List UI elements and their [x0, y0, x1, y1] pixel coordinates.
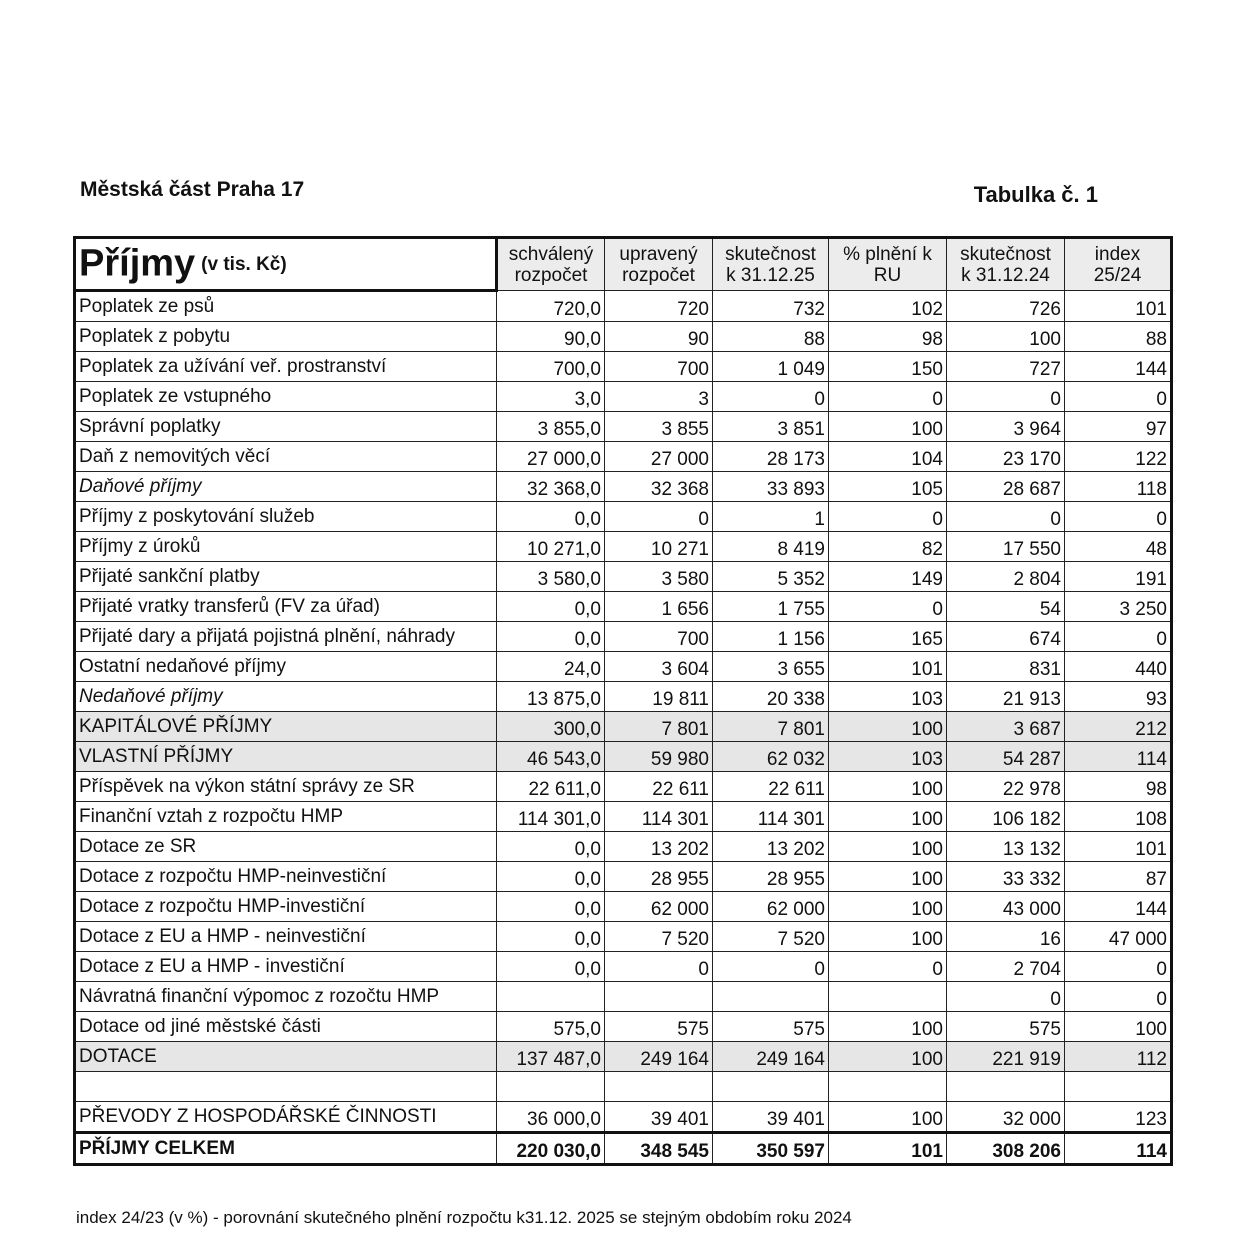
row-label: Návratná finanční výpomoc z rozočtu HMP: [75, 982, 497, 1012]
table-row: [75, 472, 1172, 502]
row-value: 3 855: [605, 412, 713, 442]
row-value: 575: [713, 1012, 829, 1042]
row-value: 100: [829, 712, 947, 742]
row-value: 0,0: [497, 502, 605, 532]
row-value: 0: [1065, 502, 1172, 532]
row-value: 13 132: [947, 832, 1065, 862]
row-value: 36 000,0: [497, 1102, 605, 1133]
row-value: 93: [1065, 682, 1172, 712]
row-label: Dotace z EU a HMP - neinvestiční: [75, 922, 497, 952]
row-value: 114: [1065, 742, 1172, 772]
row-label: Příjmy z poskytování služeb: [75, 502, 497, 532]
table-body: [75, 291, 1172, 1165]
row-value: 0,0: [497, 862, 605, 892]
row-value: 32 368: [605, 472, 713, 502]
row-value: 5 352: [713, 562, 829, 592]
row-value: 100: [829, 802, 947, 832]
row-value: 674: [947, 622, 1065, 652]
row-value: 21 913: [947, 682, 1065, 712]
table-row: [75, 682, 1172, 712]
row-value: 101: [1065, 832, 1172, 862]
row-value: 22 611: [605, 772, 713, 802]
row-label: Finanční vztah z rozpočtu HMP: [75, 802, 497, 832]
row-value: [497, 982, 605, 1012]
row-value: 3 250: [1065, 592, 1172, 622]
row-value: 23 170: [947, 442, 1065, 472]
row-value: 348 545: [605, 1133, 713, 1165]
row-value: 221 919: [947, 1042, 1065, 1072]
row-value: 1: [713, 502, 829, 532]
row-label: Daňové příjmy: [75, 472, 497, 502]
row-label: [75, 1072, 497, 1102]
table-row: [75, 592, 1172, 622]
row-value: 22 978: [947, 772, 1065, 802]
row-label: Přijaté sankční platby: [75, 562, 497, 592]
table-row: [75, 352, 1172, 382]
row-label: PŘEVODY Z HOSPODÁŘSKÉ ČINNOSTI: [75, 1102, 497, 1133]
row-value: 0: [1065, 982, 1172, 1012]
column-header-index: index 25/24: [1065, 238, 1172, 291]
row-value: 108: [1065, 802, 1172, 832]
row-value: [497, 1072, 605, 1102]
row-value: 98: [1065, 772, 1172, 802]
row-value: 114 301,0: [497, 802, 605, 832]
table-row: [75, 922, 1172, 952]
row-value: 0: [829, 382, 947, 412]
row-value: 106 182: [947, 802, 1065, 832]
row-value: 39 401: [605, 1102, 713, 1133]
row-value: 575: [947, 1012, 1065, 1042]
row-label: Přijaté vratky transferů (FV za úřad): [75, 592, 497, 622]
row-label: Dotace z rozpočtu HMP-neinvestiční: [75, 862, 497, 892]
row-value: 0,0: [497, 952, 605, 982]
row-value: 1 156: [713, 622, 829, 652]
row-value: 101: [829, 1133, 947, 1165]
table-row: [75, 322, 1172, 352]
row-value: 28 955: [605, 862, 713, 892]
row-value: 149: [829, 562, 947, 592]
row-value: [829, 982, 947, 1012]
column-header-actual-25: skutečnost k 31.12.25: [713, 238, 829, 291]
row-value: 39 401: [713, 1102, 829, 1133]
row-value: 350 597: [713, 1133, 829, 1165]
row-value: 2 804: [947, 562, 1065, 592]
row-value: 112: [1065, 1042, 1172, 1072]
table-row: [75, 712, 1172, 742]
row-value: 3 580: [605, 562, 713, 592]
row-value: 104: [829, 442, 947, 472]
row-value: 114: [1065, 1133, 1172, 1165]
row-value: 3 687: [947, 712, 1065, 742]
row-value: 1 049: [713, 352, 829, 382]
row-value: 100: [829, 1042, 947, 1072]
row-label: Přijaté dary a přijatá pojistná plnění, náhrady: [75, 622, 497, 652]
row-label: Poplatek z pobytu: [75, 322, 497, 352]
row-label: PŘÍJMY CELKEM: [75, 1133, 497, 1165]
row-value: 98: [829, 322, 947, 352]
row-value: 0,0: [497, 922, 605, 952]
row-value: 13 875,0: [497, 682, 605, 712]
row-label: Daň z nemovitých věcí: [75, 442, 497, 472]
row-value: 831: [947, 652, 1065, 682]
row-value: 7 801: [713, 712, 829, 742]
row-value: 308 206: [947, 1133, 1065, 1165]
row-value: 33 893: [713, 472, 829, 502]
row-label: Dotace od jiné městské části: [75, 1012, 497, 1042]
row-value: 100: [829, 892, 947, 922]
row-value: 27 000,0: [497, 442, 605, 472]
row-value: 46 543,0: [497, 742, 605, 772]
row-value: 19 811: [605, 682, 713, 712]
row-value: 3 655: [713, 652, 829, 682]
row-value: 27 000: [605, 442, 713, 472]
row-value: 700: [605, 622, 713, 652]
row-value: [605, 982, 713, 1012]
row-value: 726: [947, 291, 1065, 322]
row-value: 212: [1065, 712, 1172, 742]
row-value: 720: [605, 291, 713, 322]
table-row: [75, 442, 1172, 472]
row-label: Správní poplatky: [75, 412, 497, 442]
row-value: 732: [713, 291, 829, 322]
row-value: 13 202: [713, 832, 829, 862]
row-label: Příspěvek na výkon státní správy ze SR: [75, 772, 497, 802]
row-value: 144: [1065, 892, 1172, 922]
row-value: 7 520: [713, 922, 829, 952]
row-value: 700: [605, 352, 713, 382]
column-header-adjusted: upravený rozpočet: [605, 238, 713, 291]
row-value: 28 955: [713, 862, 829, 892]
row-label: Poplatek ze vstupného: [75, 382, 497, 412]
row-value: 82: [829, 532, 947, 562]
table-header-row: [75, 238, 1172, 291]
row-value: [713, 982, 829, 1012]
table-number: Tabulka č. 1: [973, 182, 1098, 207]
row-value: 0: [1065, 622, 1172, 652]
row-value: 144: [1065, 352, 1172, 382]
row-value: 114 301: [713, 802, 829, 832]
table-row: [75, 382, 1172, 412]
table-row: [75, 562, 1172, 592]
row-value: 62 000: [713, 892, 829, 922]
row-value: 0: [1065, 952, 1172, 982]
row-value: [947, 1072, 1065, 1102]
row-value: 700,0: [497, 352, 605, 382]
row-value: 10 271,0: [497, 532, 605, 562]
row-value: 0: [605, 502, 713, 532]
row-value: 150: [829, 352, 947, 382]
table-row: [75, 532, 1172, 562]
table-row: [75, 832, 1172, 862]
row-value: 102: [829, 291, 947, 322]
row-value: 0: [947, 382, 1065, 412]
row-value: 3,0: [497, 382, 605, 412]
row-value: 220 030,0: [497, 1133, 605, 1165]
row-value: 22 611,0: [497, 772, 605, 802]
row-value: 249 164: [605, 1042, 713, 1072]
row-value: 3 604: [605, 652, 713, 682]
row-value: 3 580,0: [497, 562, 605, 592]
row-value: 17 550: [947, 532, 1065, 562]
row-value: 101: [829, 652, 947, 682]
municipality-title: Městská část Praha 17: [80, 178, 305, 201]
row-value: 16: [947, 922, 1065, 952]
table-row: [75, 772, 1172, 802]
row-value: 3: [605, 382, 713, 412]
row-value: 100: [1065, 1012, 1172, 1042]
row-value: 100: [829, 1102, 947, 1133]
row-value: 87: [1065, 862, 1172, 892]
row-label: Příjmy z úroků: [75, 532, 497, 562]
row-label: DOTACE: [75, 1042, 497, 1072]
row-value: 103: [829, 742, 947, 772]
row-value: 22 611: [713, 772, 829, 802]
table-row: [75, 1042, 1172, 1072]
table-row: [75, 1072, 1172, 1102]
table-unit: (v tis. Kč): [201, 253, 287, 275]
row-label: VLASTNÍ PŘÍJMY: [75, 742, 497, 772]
row-value: 0: [829, 952, 947, 982]
row-value: [713, 1072, 829, 1102]
row-value: 33 332: [947, 862, 1065, 892]
row-value: 47 000: [1065, 922, 1172, 952]
row-value: 10 271: [605, 532, 713, 562]
row-value: 0,0: [497, 832, 605, 862]
row-value: 0: [829, 502, 947, 532]
row-label: Dotace z EU a HMP - investiční: [75, 952, 497, 982]
table-row: [75, 862, 1172, 892]
row-value: 123: [1065, 1102, 1172, 1133]
row-value: 100: [829, 772, 947, 802]
row-value: 54 287: [947, 742, 1065, 772]
row-value: 3 964: [947, 412, 1065, 442]
table-title-cell: [75, 238, 497, 291]
row-label: Poplatek za užívání veř. prostranství: [75, 352, 497, 382]
row-value: 0,0: [497, 622, 605, 652]
row-value: 3 855,0: [497, 412, 605, 442]
row-value: 0: [713, 382, 829, 412]
row-value: 100: [829, 412, 947, 442]
row-value: 32 000: [947, 1102, 1065, 1133]
row-value: 28 173: [713, 442, 829, 472]
row-value: 720,0: [497, 291, 605, 322]
table-title: Příjmy: [79, 242, 196, 285]
row-value: 13 202: [605, 832, 713, 862]
row-value: 105: [829, 472, 947, 502]
row-value: 7 801: [605, 712, 713, 742]
table-row: [75, 412, 1172, 442]
table-row: [75, 1102, 1172, 1133]
row-value: 440: [1065, 652, 1172, 682]
row-value: [605, 1072, 713, 1102]
row-value: 43 000: [947, 892, 1065, 922]
row-value: 0: [947, 982, 1065, 1012]
row-value: 62 032: [713, 742, 829, 772]
row-value: 300,0: [497, 712, 605, 742]
table-row: [75, 652, 1172, 682]
row-value: 2 704: [947, 952, 1065, 982]
row-value: 100: [829, 862, 947, 892]
row-value: 97: [1065, 412, 1172, 442]
row-value: 191: [1065, 562, 1172, 592]
row-value: 727: [947, 352, 1065, 382]
row-value: 118: [1065, 472, 1172, 502]
row-value: 0: [947, 502, 1065, 532]
row-value: 100: [829, 922, 947, 952]
column-header-approved: schválený rozpočet: [497, 238, 605, 291]
row-value: [829, 1072, 947, 1102]
row-value: 24,0: [497, 652, 605, 682]
table-row: [75, 1133, 1172, 1165]
row-value: 28 687: [947, 472, 1065, 502]
row-value: 3 851: [713, 412, 829, 442]
table-row: [75, 291, 1172, 322]
row-value: 62 000: [605, 892, 713, 922]
row-value: 7 520: [605, 922, 713, 952]
table-row: [75, 892, 1172, 922]
row-label: Dotace ze SR: [75, 832, 497, 862]
row-value: 0: [1065, 382, 1172, 412]
table-row: [75, 802, 1172, 832]
row-value: 575: [605, 1012, 713, 1042]
table-row: [75, 622, 1172, 652]
column-header-actual-24: skutečnost k 31.12.24: [947, 238, 1065, 291]
row-value: 8 419: [713, 532, 829, 562]
table-row: [75, 952, 1172, 982]
row-label: KAPITÁLOVÉ PŘÍJMY: [75, 712, 497, 742]
row-value: 90,0: [497, 322, 605, 352]
row-value: 122: [1065, 442, 1172, 472]
row-value: 100: [947, 322, 1065, 352]
row-value: 0: [829, 592, 947, 622]
row-value: 0: [605, 952, 713, 982]
table-row: [75, 742, 1172, 772]
row-label: Ostatní nedaňové příjmy: [75, 652, 497, 682]
column-header-fulfilment: % plnění k RU: [829, 238, 947, 291]
row-value: 101: [1065, 291, 1172, 322]
table-row: [75, 1012, 1172, 1042]
row-value: 103: [829, 682, 947, 712]
row-value: 48: [1065, 532, 1172, 562]
row-value: 100: [829, 832, 947, 862]
row-value: 54: [947, 592, 1065, 622]
row-value: 20 338: [713, 682, 829, 712]
table-row: [75, 982, 1172, 1012]
row-value: 88: [713, 322, 829, 352]
row-value: 32 368,0: [497, 472, 605, 502]
row-value: 90: [605, 322, 713, 352]
row-value: 0,0: [497, 892, 605, 922]
row-value: 1 656: [605, 592, 713, 622]
row-value: 137 487,0: [497, 1042, 605, 1072]
row-label: Dotace z rozpočtu HMP-investiční: [75, 892, 497, 922]
revenue-table: [73, 236, 1173, 1166]
row-label: Nedaňové příjmy: [75, 682, 497, 712]
row-value: 88: [1065, 322, 1172, 352]
row-value: 0: [713, 952, 829, 982]
row-value: 114 301: [605, 802, 713, 832]
row-value: 1 755: [713, 592, 829, 622]
footnote: index 24/23 (v %) - porovnání skutečného plnění rozpočtu k31.12. 2025 se stejným obdobím roku 2024: [76, 1208, 852, 1227]
row-value: 0,0: [497, 592, 605, 622]
row-label: Poplatek ze psů: [75, 291, 497, 322]
row-value: 100: [829, 1012, 947, 1042]
row-value: 249 164: [713, 1042, 829, 1072]
row-value: [1065, 1072, 1172, 1102]
row-value: 59 980: [605, 742, 713, 772]
row-value: 575,0: [497, 1012, 605, 1042]
table-row: [75, 502, 1172, 532]
row-value: 165: [829, 622, 947, 652]
